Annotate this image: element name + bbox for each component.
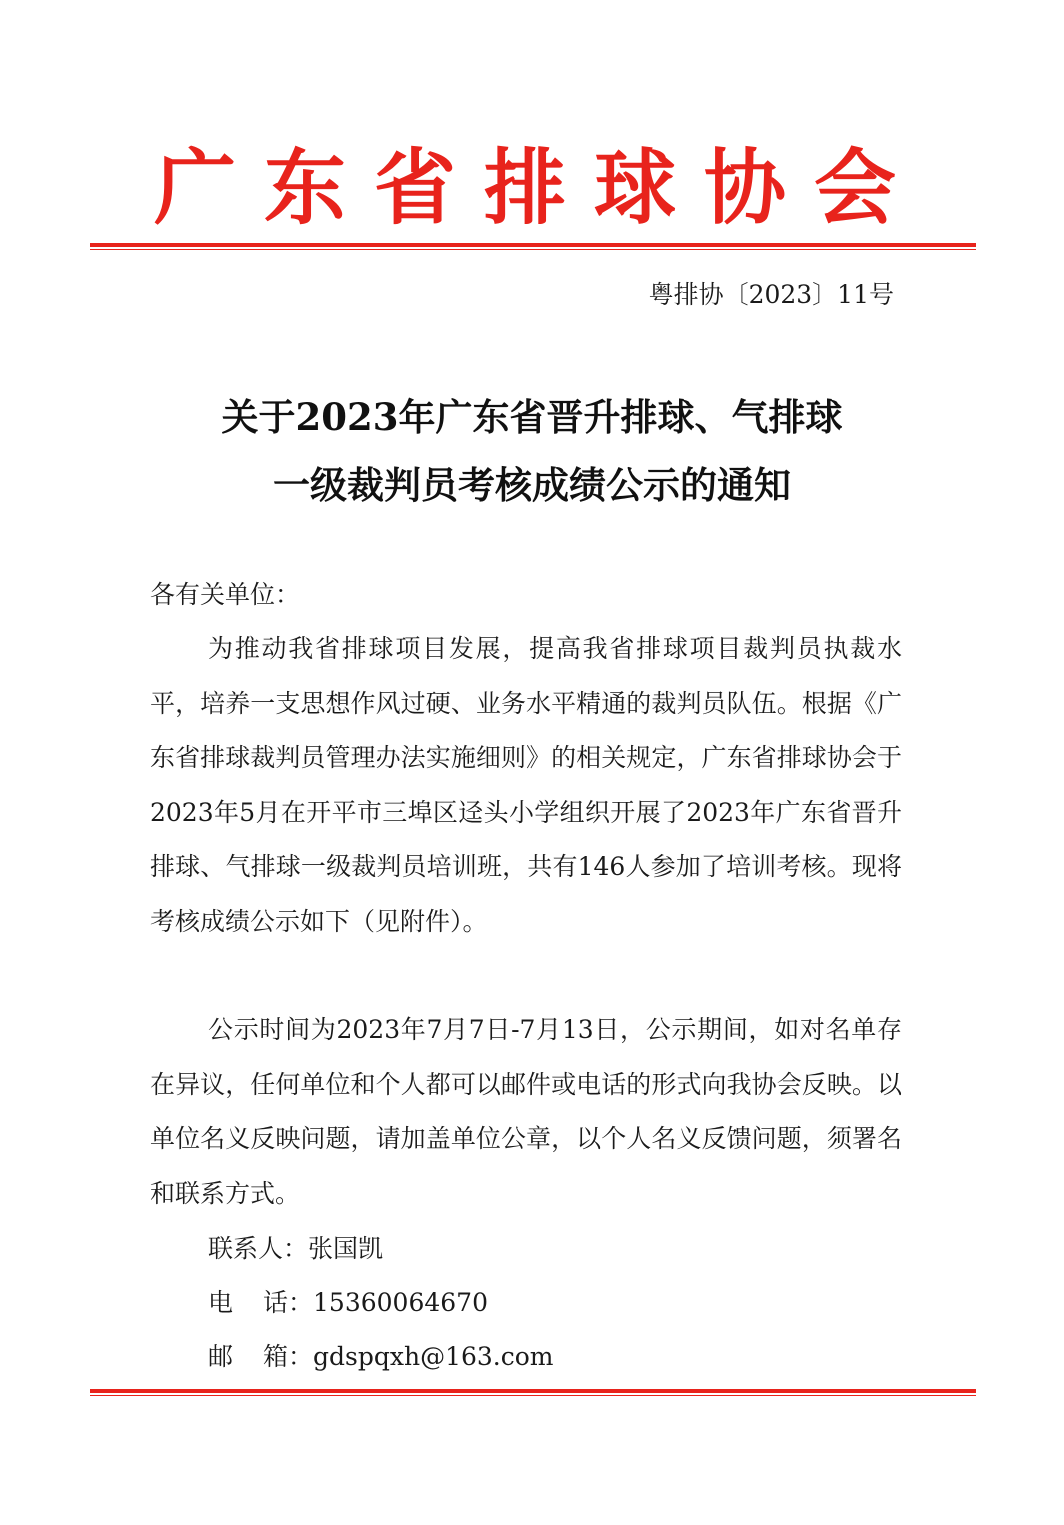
organization-header: 广东省排球协会 bbox=[153, 140, 924, 236]
contact-email bbox=[208, 1340, 554, 1374]
document-title-line-2: 一级裁判员考核成绩公示的通知 bbox=[273, 463, 791, 507]
contact-phone-label-b: 话： bbox=[263, 1288, 314, 1317]
document-title-line-1: 关于2023年广东省晋升排球、气排球 bbox=[221, 395, 843, 439]
contact-phone-number: 15360064670 bbox=[313, 1288, 488, 1317]
contact-phone bbox=[208, 1286, 488, 1320]
salutation: 各有关单位： bbox=[150, 580, 301, 609]
contact-person-label: 联系人： bbox=[208, 1234, 309, 1263]
paragraph-1: 为推动我省排球项目发展，提高我省排球项目裁判员执裁水平，培养一支思想作风过硬、业务水平精通的裁判员队伍。根据《广东省排球裁判员管理办法实施细则》的相关规定，广东省排球协会于2023年5月在开平市三埠区迳头小学组织开展了2023年广东省晋升排球、气排球一级裁判员培训班，共有146人参加了培训考核。现将考核成绩公示如下（见附件）。 bbox=[150, 634, 902, 936]
contact-person bbox=[208, 1232, 383, 1266]
contact-phone-label-a: 电 bbox=[208, 1288, 264, 1317]
contact-email-label-b: 箱： bbox=[263, 1342, 314, 1371]
document-number: 粤排协〔2023〕11号 bbox=[648, 280, 894, 309]
footer-divider bbox=[90, 1389, 976, 1396]
header-divider bbox=[90, 243, 976, 250]
contact-person-name: 张国凯 bbox=[308, 1234, 384, 1263]
contact-email-label-a: 邮 bbox=[208, 1342, 264, 1371]
paragraph-2: 公示时间为2023年7月7日-7月13日，公示期间，如对名单存在异议，任何单位和个人都可以邮件或电话的形式向我协会反映。以单位名义反映问题，请加盖单位公章，以个人名义反馈问题，须署名和联系方式。 bbox=[150, 1015, 902, 1208]
contact-email-address: gdspqxh@163.com bbox=[313, 1342, 554, 1371]
